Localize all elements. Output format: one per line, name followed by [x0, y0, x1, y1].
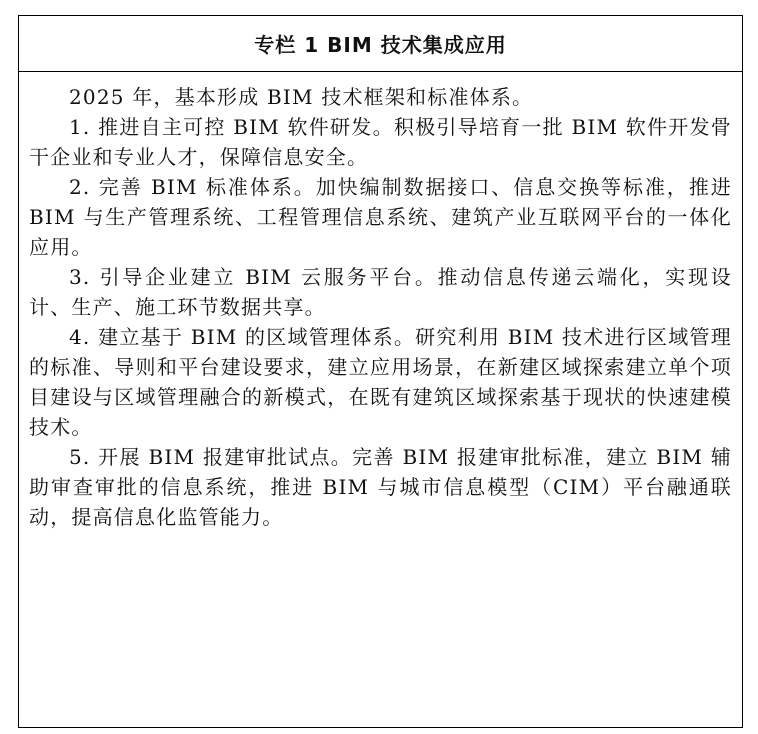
- paragraph-item-3: 3. 引导企业建立 BIM 云服务平台。推动信息传递云端化，实现设计、生产、施工环节数据共享。: [29, 265, 732, 319]
- paragraph-item-1: 1. 推进自主可控 BIM 软件研发。积极引导培育一批 BIM 软件开发骨干企业和专业人才，保障信息安全。: [29, 115, 732, 169]
- column-box: [18, 15, 743, 728]
- paragraph-item-2: 2. 完善 BIM 标准体系。加快编制数据接口、信息交换等标准，推进 BIM 与生产管理系统、工程管理信息系统、建筑产业互联网平台的一体化应用。: [29, 175, 732, 259]
- paragraph-item-5: 5. 开展 BIM 报建审批试点。完善 BIM 报建审批标准，建立 BIM 辅助审查审批的信息系统，推进 BIM 与城市信息模型（CIM）平台融通联动，提高信息化监管能力。: [29, 445, 732, 529]
- column-title: 专栏 1 BIM 技术集成应用: [19, 16, 742, 72]
- column-body: [19, 72, 742, 532]
- paragraph-item-4: 4. 建立基于 BIM 的区域管理体系。研究利用 BIM 技术进行区域管理的标准、导则和平台建设要求，建立应用场景，在新建区域探索建立单个项目建设与区域管理融合的新模式，在既有建筑区域探索基于现状的快速建模技术。: [29, 325, 732, 439]
- paragraph-goal: 2025 年，基本形成 BIM 技术框架和标准体系。: [69, 85, 534, 109]
